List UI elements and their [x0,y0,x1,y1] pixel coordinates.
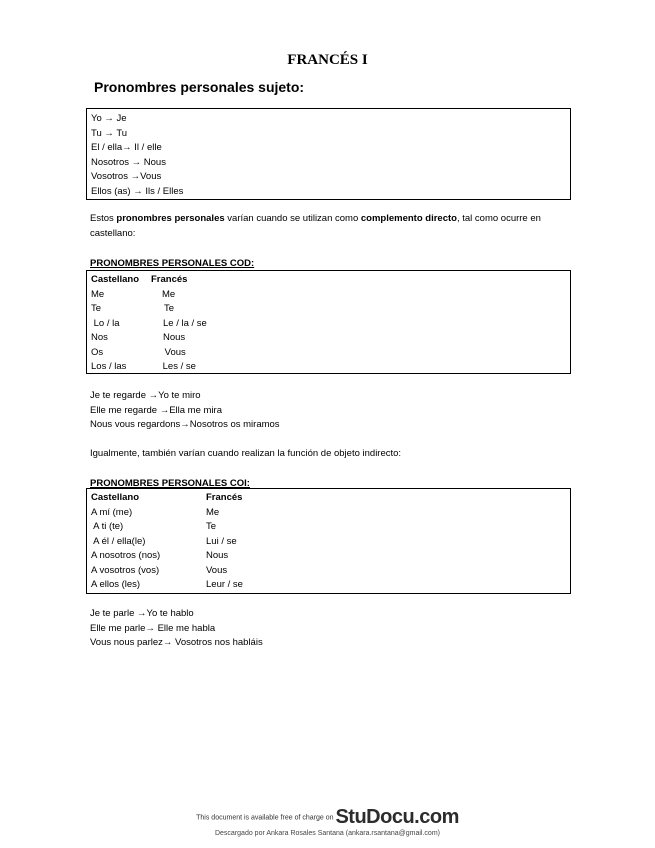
cell-castellano: Nos [91,332,108,343]
example-line: Elle me parle→ Elle me habla [90,622,216,634]
example-line: Vous nous parlez→ Vosotros nos habláis [90,637,263,648]
cell-frances: Vous [162,346,186,358]
cell-castellano: Te [91,303,102,314]
section-subtitle: Pronombres personales sujeto: [94,79,305,95]
table-row [87,535,570,550]
footer-available-text: This document is available free of charge on [196,814,334,822]
column-header: Castellano [91,274,140,285]
example-line: Je te regarde →Yo te miro [90,390,201,401]
cell-frances: Te [206,521,217,532]
table-row [87,302,570,317]
cod-heading: PRONOMBRES PERSONALES COD: [90,258,255,269]
column-header: Francés [151,274,188,285]
table-header-row [87,491,570,506]
table-row [87,360,570,375]
intro-text: Estos [90,213,117,224]
page-title: FRANCÉS I [287,52,368,68]
cell-frances: Nous [163,332,186,343]
coi-table [86,488,571,594]
example-line: Je te parle →Yo te hablo [90,608,194,619]
table-row [87,331,570,346]
coi-heading: PRONOMBRES PERSONALES COI: [90,478,250,489]
cell-castellano: Me [91,288,105,300]
subject-pronoun-line: Ellos (as) → Ils / Elles [91,185,184,197]
cell-castellano: A él / ella(le) [91,535,146,547]
cod-table [86,270,571,374]
intro-paragraph [90,212,550,241]
table-row [87,288,570,303]
cell-castellano: A ti (te) [91,521,124,532]
cell-castellano: A ellos (les) [91,579,141,590]
studocu-logo[interactable]: StuDocu.com [335,806,459,828]
indirect-intro: Igualmente, también varían cuando realizan la función de objeto indirecto: [90,448,402,459]
table-row [87,549,570,564]
table-row [87,564,570,579]
cell-frances: Me [162,288,176,300]
table-row [87,578,570,593]
intro-text: varían cuando se utilizan como [224,213,361,224]
cell-castellano: A mí (me) [91,506,133,518]
column-header: Castellano [91,492,140,503]
subject-pronouns-box [86,108,571,200]
footer-availability [0,806,655,829]
table-header-row [87,273,570,288]
intro-bold-term: pronombres personales [116,213,225,224]
example-line: Elle me regarde →Ella me mira [90,404,222,416]
cell-castellano: Lo / la [91,317,120,329]
cell-castellano: Los / las [91,361,127,372]
table-row [87,520,570,535]
subject-pronoun-line: Yo → Je [91,113,127,124]
cell-frances: Nous [206,550,229,561]
table-row [87,346,570,361]
table-row [87,317,570,332]
cell-frances: Leur / se [206,579,243,590]
subject-pronoun-line: Vosotros →Vous [91,171,162,182]
subject-pronoun-line: El / ella→ Il / elle [91,142,162,153]
cell-frances: Vous [206,564,228,576]
cell-frances: Lui / se [206,535,237,547]
intro-bold-term: complemento directo [360,213,457,224]
intro-text: , tal como ocurre en castellano: [90,213,541,239]
cell-castellano: Os [91,346,104,358]
coi-examples [90,607,263,651]
cell-castellano: A nosotros (nos) [91,550,161,561]
cell-frances: Me [206,506,220,518]
cell-frances: Les / se [160,361,196,372]
example-line: Nous vous regardons→Nosotros os miramos [90,419,280,430]
subject-pronoun-line: Tu → Tu [91,127,128,139]
table-row [87,506,570,521]
subject-pronoun-line: Nosotros → Nous [91,156,166,168]
cell-frances: Te [164,303,175,314]
cell-frances: Le / la / se [163,317,207,329]
cell-castellano: A vosotros (vos) [91,564,160,576]
column-header: Francés [206,492,243,503]
footer-downloaded: Descargado por Ankara Rosales Santana (ankara.rsantana@gmail.com) [214,830,440,837]
cod-examples [90,389,280,433]
